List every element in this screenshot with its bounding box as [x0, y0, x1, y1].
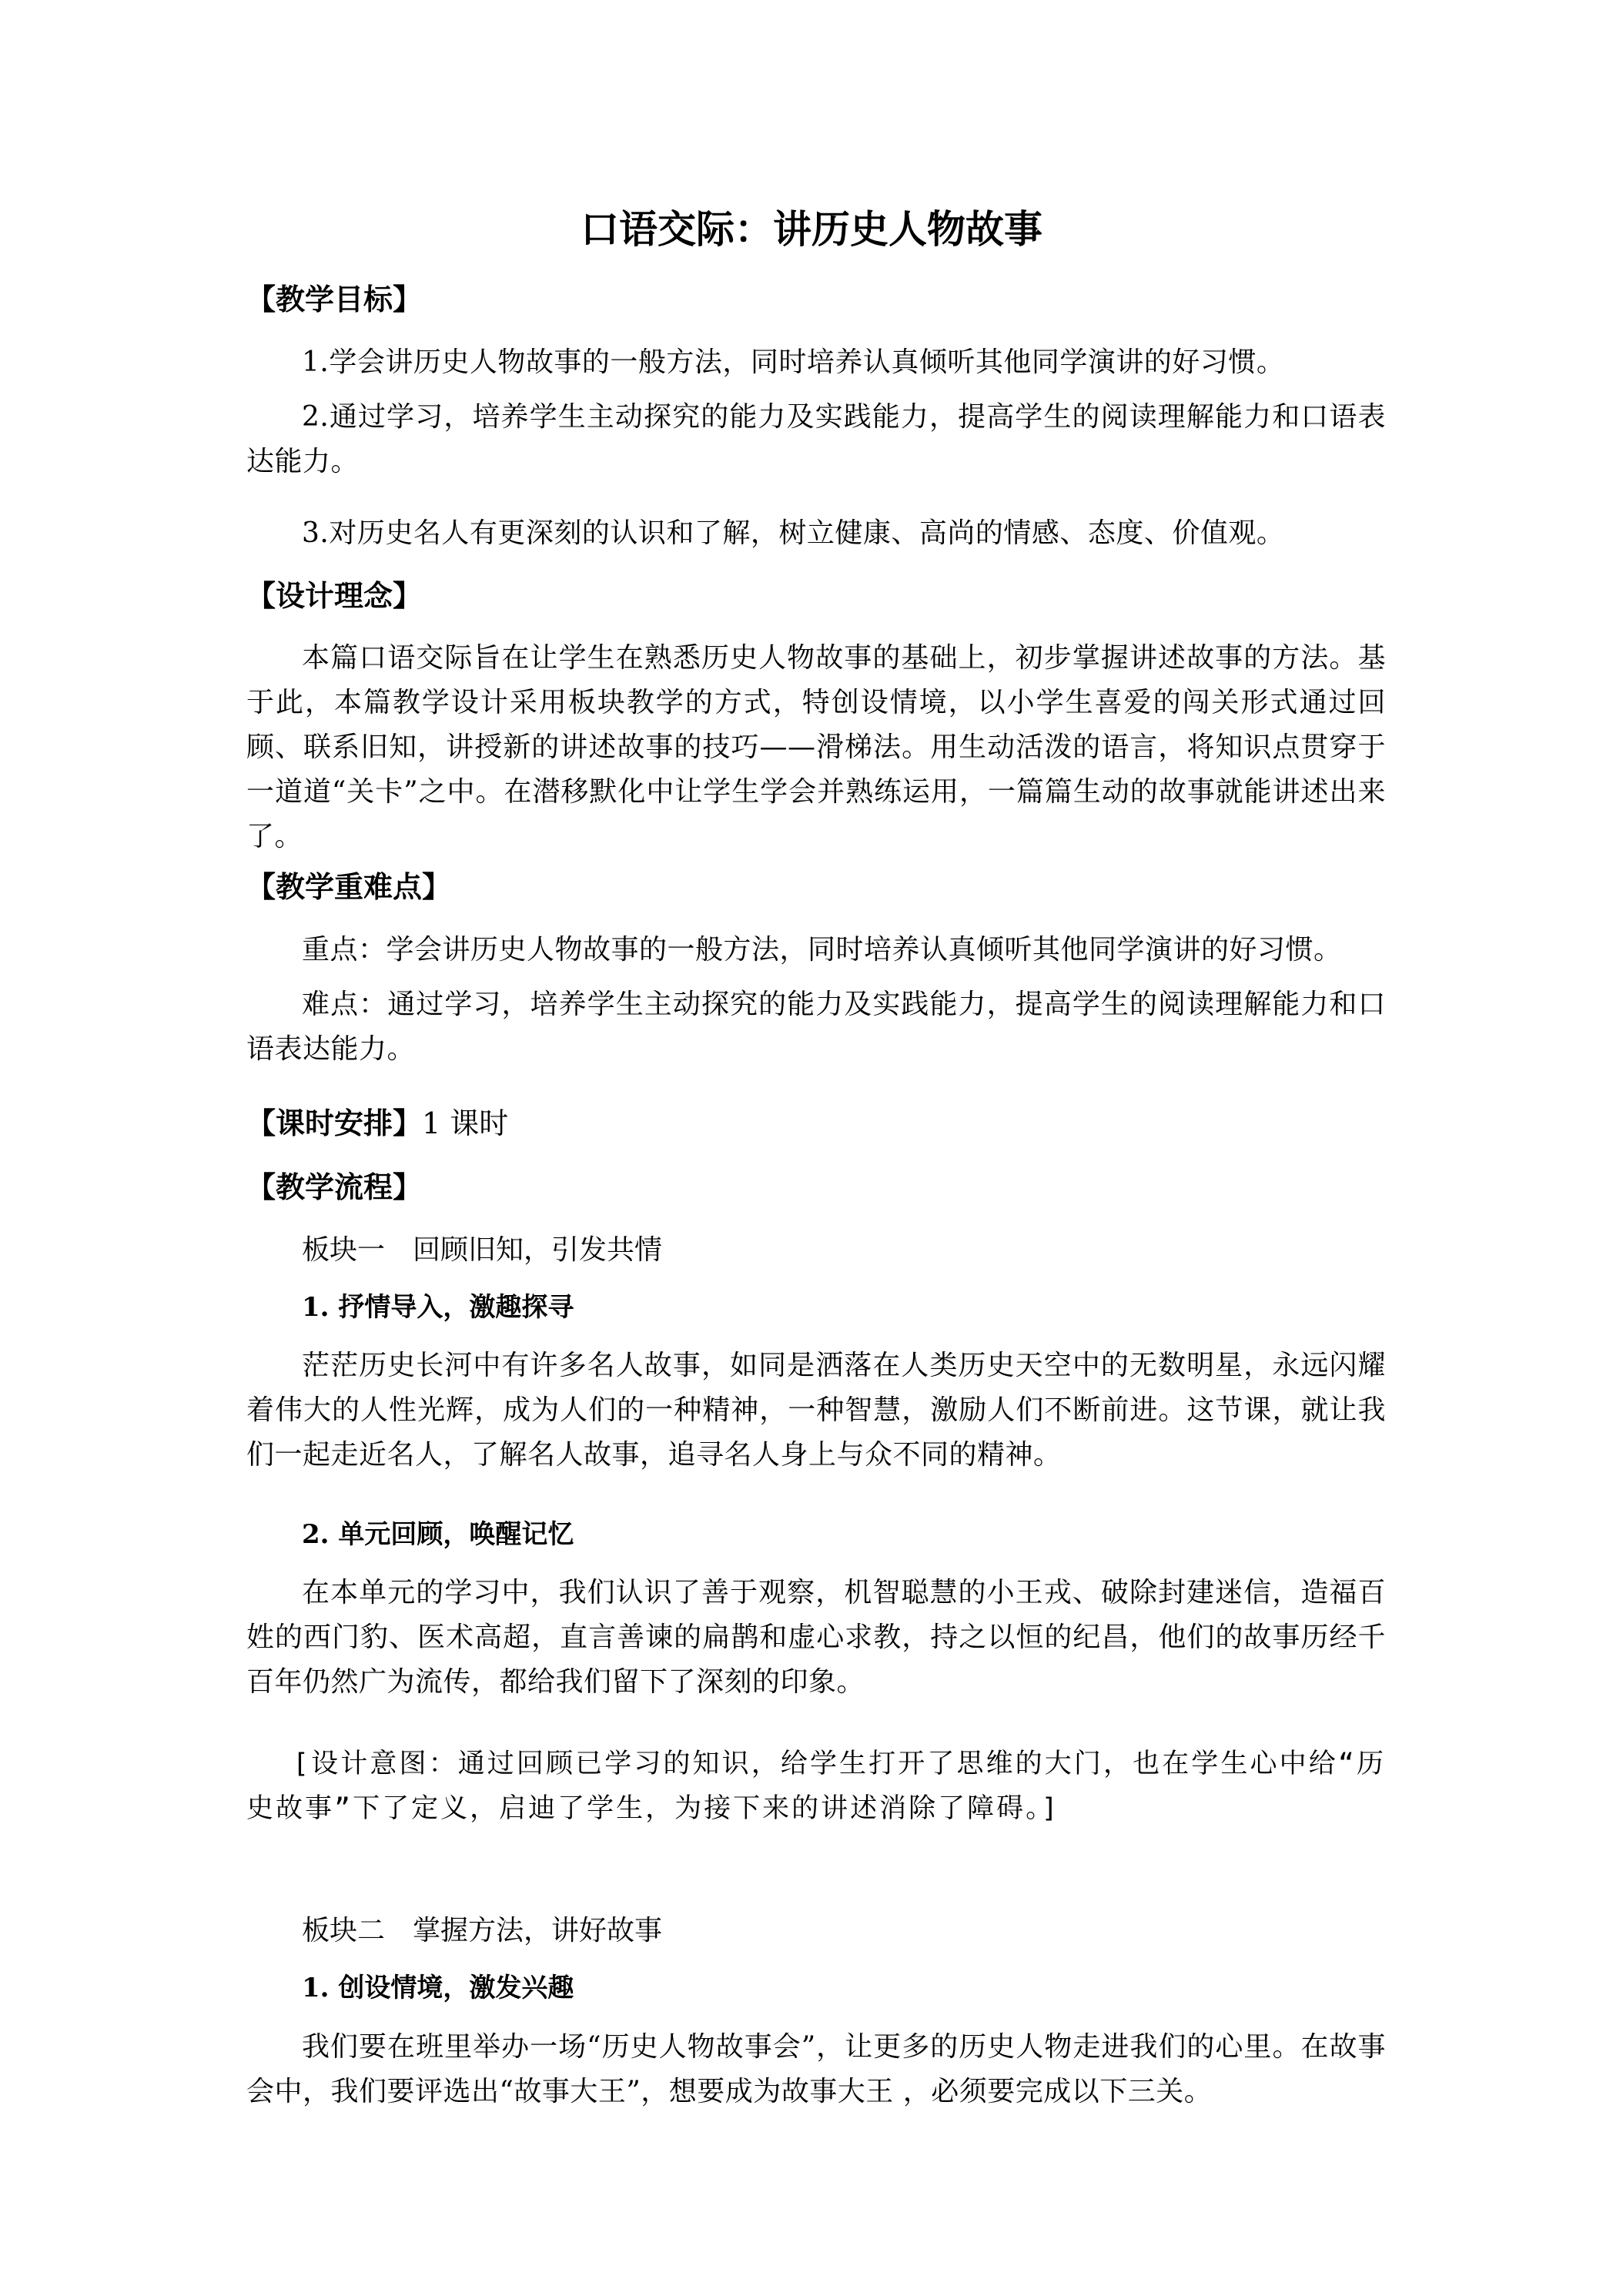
key-point: 重点：学会讲历史人物故事的一般方法，同时培养认真倾听其他同学演讲的好习惯。 — [302, 934, 1342, 966]
process-heading: 【教学流程】 — [246, 1170, 423, 1204]
document-title: 口语交际：讲历史人物故事 — [581, 207, 1042, 252]
goal-item-3: 3.对历史名人有更深刻的认识和了解，树立健康、高尚的情感、态度、价值观。 — [302, 517, 1285, 549]
goals-heading: 【教学目标】 — [246, 283, 423, 316]
concept-heading: 【设计理念】 — [246, 579, 423, 613]
block2-step1-title: 1. 创设情境，激发兴趣 — [302, 1973, 574, 2003]
block1-step2-text: 在本单元的学习中，我们认识了善于观察，机智聪慧的小王戎、破除封建迷信，造福百姓的西门豹、医术高超，直言善谏的扁鹊和虚心求教，持之以恒的纪昌，他们的故事历经千百年仍然广为流传，都给我们留下了深刻的印象。 — [246, 1577, 1386, 1698]
goal-item-2: 2.通过学习，培养学生主动探究的能力及实践能力，提高学生的阅读理解能力和口语表达能力。 — [246, 401, 1386, 477]
block1-design-note: [设计意图：通过回顾已学习的知识，给学生打开了思维的大门，也在学生心中给“历史故事”下了定义，启迪了学生，为接下来的讲述消除了障碍。] — [246, 1749, 1386, 1824]
block1-step1-text: 茫茫历史长河中有许多名人故事，如同是洒落在人类历史天空中的无数明星，永远闪耀着伟大的人性光辉，成为人们的一种精神，一种智慧，激励人们不断前进。这节课，就让我们一起走近名人，了解名人故事，追寻名人身上与众不同的精神。 — [246, 1350, 1386, 1471]
schedule-heading: 【课时安排】 — [246, 1106, 423, 1140]
schedule-line — [246, 1103, 1386, 1144]
block2-step1-text: 我们要在班里举办一场“历史人物故事会”，让更多的历史人物走进我们的心里。在故事会中，我们要评选出“故事大王”，想要成为故事大王 ，必须要完成以下三关。 — [246, 2031, 1386, 2107]
block1-step2-title: 2. 单元回顾，唤醒记忆 — [302, 1519, 574, 1550]
difficult-point: 难点：通过学习，培养学生主动探究的能力及实践能力，提高学生的阅读理解能力和口语表达能力。 — [246, 989, 1386, 1065]
concept-text: 本篇口语交际旨在让学生在熟悉历史人物故事的基础上，初步掌握讲述故事的方法。基于此，本篇教学设计采用板块教学的方式，特创设情境，以小学生喜爱的闯关形式通过回顾、联系旧知，讲授新的讲述故事的技巧——滑梯法。用生动活泼的语言，将知识点贯穿于一道道“关卡”之中。在潜移默化中让学生学会并熟练运用，一篇篇生动的故事就能讲述出来了。 — [246, 642, 1386, 852]
schedule-value: 1 课时 — [422, 1106, 509, 1140]
block2-title: 板块二 掌握方法，讲好故事 — [302, 1915, 663, 1946]
goal-item-1: 1.学会讲历史人物故事的一般方法，同时培养认真倾听其他同学演讲的好习惯。 — [302, 346, 1285, 378]
block1-title: 板块一 回顾旧知，引发共情 — [302, 1234, 663, 1266]
block1-step1-title: 1. 抒情导入，激趣探寻 — [302, 1292, 574, 1323]
keypoints-heading: 【教学重难点】 — [246, 870, 452, 904]
